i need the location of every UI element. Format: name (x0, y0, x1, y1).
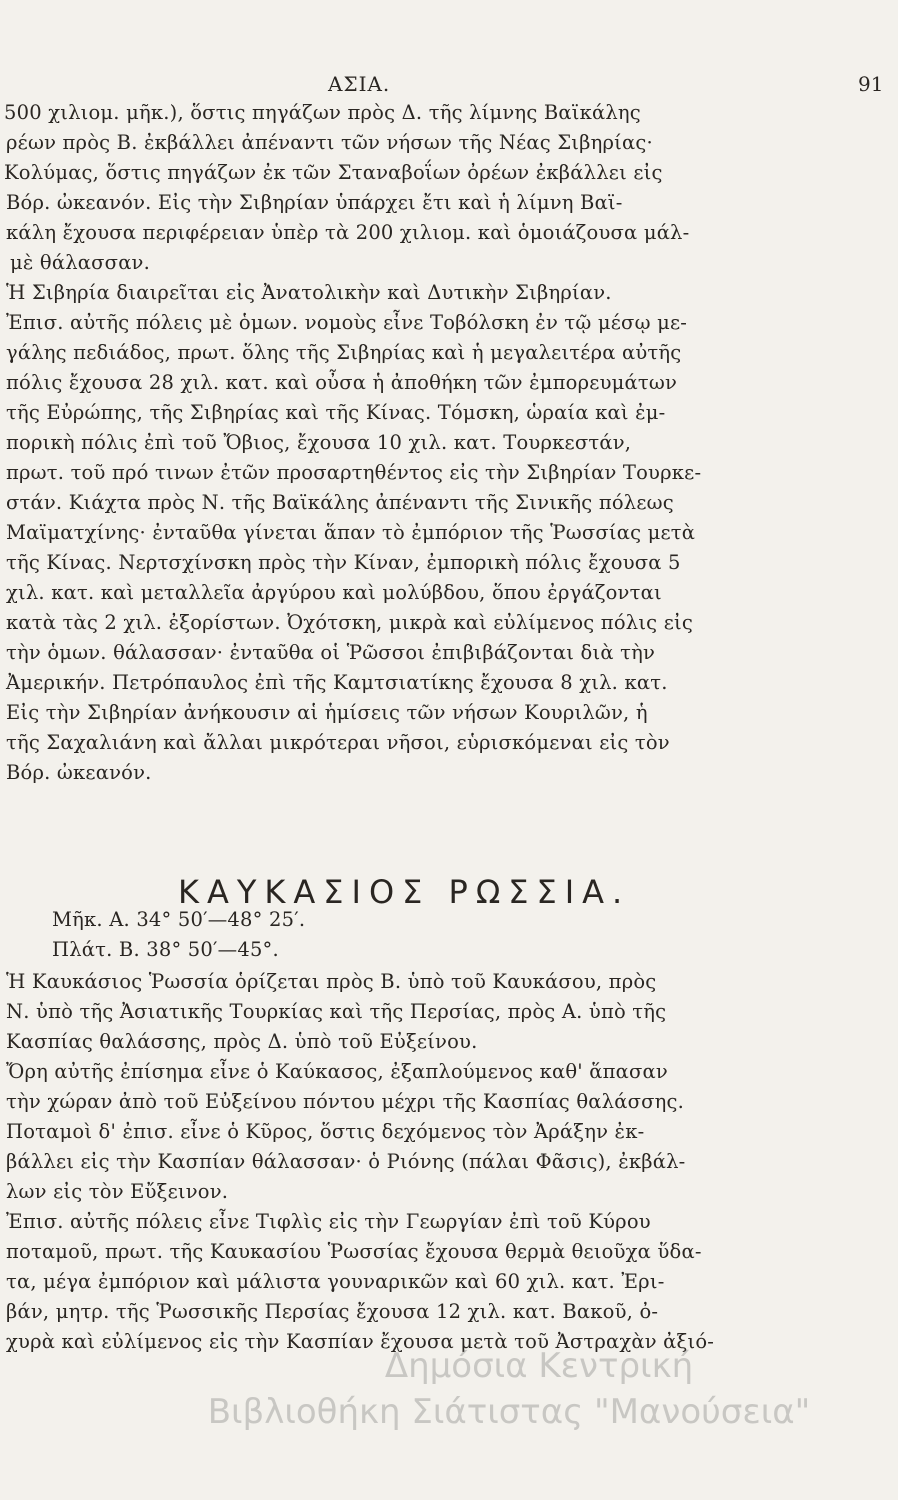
coordinates-block (0, 905, 898, 965)
text-line: τῆς Εὐρώπης, τῆς Σιβηρίας καὶ τῆς Κίνας. Τόμσκη, ὡραία καὶ ἐμ- (6, 401, 666, 424)
paragraph-caucasus (0, 967, 898, 1357)
text-line: Κασπίας θαλάσσης, πρὸς Δ. ὑπὸ τοῦ Εὐξείνου. (6, 1030, 478, 1053)
text-line: κάλη ἔχουσα περιφέρειαν ὑπὲρ τὰ 200 χιλιομ. καὶ ὁμοιάζουσα μάλ- (6, 221, 690, 244)
text-line: ρέων πρὸς Β. ἐκβάλλει ἀπέναντι τῶν νήσων τῆς Νέας Σιβηρίας· (6, 131, 653, 154)
text-line: Μαϊματχίνης· ἐνταῦθα γίνεται ἅπαν τὸ ἐμπόριον τῆς Ῥωσσίας μετὰ (6, 521, 696, 544)
text-line: βάν, μητρ. τῆς Ῥωσσικῆς Περσίας ἔχουσα 12 χιλ. κατ. Βακοῦ, ὀ- (6, 1300, 659, 1323)
longitude-line: Μῆκ. Α. 34° 50′—48° 25′. (52, 908, 306, 931)
text-line: μὲ θάλασσαν. (10, 251, 151, 274)
text-line: τῆς Σαχαλιάνη καὶ ἄλλαι μικρότεραι νῆσοι, εὑρισκόμεναι εἰς τὸν (6, 731, 670, 754)
text-line: Ἡ Σιβηρία διαιρεῖται εἰς Ἀνατολικὴν καὶ Δυτικὴν Σιβηρίαν. (6, 281, 612, 304)
text-line: κατὰ τὰς 2 χιλ. ἐξορίστων. Ὀχότσκη, μικρὰ καὶ εὐλίμενος πόλις εἰς (6, 611, 693, 634)
text-line: τῆς Κίνας. Νερτσχίνσκη πρὸς τὴν Κίναν, ἐμπορικὴ πόλις ἔχουσα 5 (6, 551, 681, 574)
text-line: τὴν ὁμων. θάλασσαν· ἐνταῦθα οἱ Ῥῶσσοι ἐπιβιβάζονται διὰ τὴν (6, 641, 656, 664)
page-number: 91 (858, 72, 884, 96)
text-line: Βόρ. ὠκεανόν. Εἰς τὴν Σιβηρίαν ὑπάρχει ἔτι καὶ ἡ λίμνη Βαϊ- (6, 191, 623, 214)
section-heading: ΚΑΥΚΑΣΙΟΣ ΡΩΣΣΙΑ. (178, 872, 631, 911)
text-line: στάν. Κιάχτα πρὸς Ν. τῆς Βαϊκάλης ἀπέναντι τῆς Σινικῆς πόλεως (6, 491, 674, 514)
text-line: Ἐπισ. αὐτῆς πόλεις μὲ ὁμων. νομοὺς εἶνε Τοβόλσκη ἐν τῷ μέσῳ με- (6, 311, 688, 334)
text-line: τὴν χώραν ἀπὸ τοῦ Εὐξείνου πόντου μέχρι τῆς Κασπίας θαλάσσης. (6, 1090, 684, 1113)
text-line: Κολύμας, ὅστις πηγάζων ἐκ τῶν Σταναβοΐων ὀρέων ἐκβάλλει εἰς (4, 161, 663, 184)
paragraph-rivers-siberia (0, 98, 898, 278)
text-line: χυρὰ καὶ εὐλίμενος εἰς τὴν Κασπίαν ἔχουσα μετὰ τοῦ Ἀστραχὰν ἀξιό- (6, 1330, 715, 1353)
text-line: Ἐπισ. αὐτῆς πόλεις εἶνε Τιφλὶς εἰς τὴν Γεωργίαν ἐπὶ τοῦ Κύρου (6, 1210, 651, 1233)
text-line: Ἀμερικήν. Πετρόπαυλος ἐπὶ τῆς Καμτσιατίκης ἔχουσα 8 χιλ. κατ. (6, 671, 668, 694)
library-watermark-line-1: Δημόσια Κεντρική (384, 1346, 694, 1386)
text-line: γάλης πεδιάδος, πρωτ. ὅλης τῆς Σιβηρίας καὶ ἡ μεγαλειτέρα αὐτῆς (6, 341, 682, 364)
latitude-line: Πλάτ. Β. 38° 50′—45°. (52, 938, 279, 961)
text-line: ποταμοῦ, πρωτ. τῆς Καυκασίου Ῥωσσίας ἔχουσα θερμὰ θειοῦχα ὕδα- (6, 1240, 702, 1263)
text-line: πορικὴ πόλις ἐπὶ τοῦ Ὄβιος, ἔχουσα 10 χιλ. κατ. Τουρκεστάν, (6, 431, 632, 454)
text-line: βάλλει εἰς τὴν Κασπίαν θάλασσαν· ὁ Ριόνης (πάλαι Φᾶσις), ἐκβάλ- (6, 1150, 686, 1173)
text-line: λων εἰς τὸν Εὔξεινον. (6, 1180, 229, 1203)
library-watermark-line-2: Βιβλιοθήκη Σιάτιστας "Μανούσεια" (207, 1392, 811, 1432)
text-line: Ποταμοὶ δ' ἐπισ. εἶνε ὁ Κῦρος, ὅστις δεχόμενος τὸν Ἀράξην ἐκ- (6, 1120, 645, 1143)
text-line: πόλις ἔχουσα 28 χιλ. κατ. καὶ οὖσα ἡ ἀποθήκη τῶν ἐμπορευμάτων (6, 371, 678, 394)
paragraph-siberia-cities (0, 278, 898, 788)
text-line: Ἡ Καυκάσιος Ῥωσσία ὁρίζεται πρὸς Β. ὑπὸ τοῦ Καυκάσου, πρὸς (6, 970, 657, 993)
text-line: Εἰς τὴν Σιβηρίαν ἀνήκουσιν αἱ ἡμίσεις τῶν νήσων Κουριλῶν, ἡ (6, 701, 648, 724)
text-line: τα, μέγα ἐμπόριον καὶ μάλιστα γουναρικῶν καὶ 60 χιλ. κατ. Ἐρι- (6, 1270, 665, 1293)
text-line: Ὄρη αὐτῆς ἐπίσημα εἶνε ὁ Καύκασος, ἐξαπλούμενος καθ' ἅπασαν (6, 1060, 668, 1083)
text-line: πρωτ. τοῦ πρό τινων ἐτῶν προσαρτηθέντος εἰς τὴν Σιβηρίαν Τουρκε- (6, 461, 702, 484)
text-line: χιλ. κατ. καὶ μεταλλεῖα ἀργύρου καὶ μολύβδου, ὅπου ἐργάζονται (6, 581, 662, 604)
text-line: Ν. ὑπὸ τῆς Ἀσιατικῆς Τουρκίας καὶ τῆς Περσίας, πρὸς Α. ὑπὸ τῆς (6, 1000, 667, 1023)
text-line: Βόρ. ὠκεανόν. (6, 761, 152, 784)
running-title: ΑΣΙΑ. (328, 72, 391, 96)
text-line: 500 χιλιομ. μῆκ.), ὅστις πηγάζων πρὸς Δ. τῆς λίμνης Βαϊκάλης (4, 101, 641, 124)
